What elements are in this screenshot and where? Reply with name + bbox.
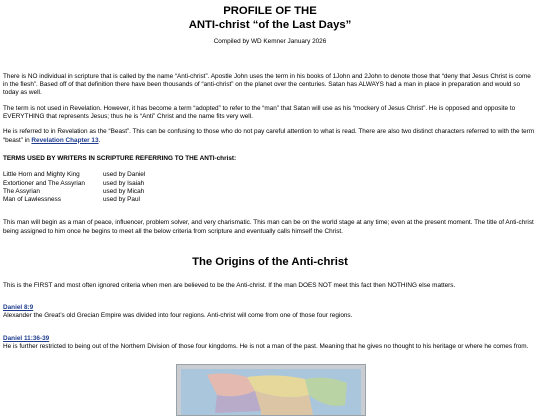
- daniel-8-9-block: [3, 304, 537, 321]
- page-title: [3, 4, 537, 32]
- origins-title: The Origins of the Anti-christ: [192, 256, 348, 269]
- daniel-8-9-link[interactable]: Daniel 8:9: [3, 304, 34, 312]
- intro-paragraph-3: [3, 128, 537, 145]
- terms-row: [3, 196, 145, 204]
- intro-paragraph-3-text: He is referred to in Revelation as the “Beast”. This can be confusing to those who do not pay careful attention to what is read. There are also two distinct characters referred to with the term “beast” in: [3, 128, 535, 144]
- term-name: Man of Lawlessness: [3, 196, 61, 204]
- terms-row: [3, 188, 145, 196]
- daniel-11-text: He is further restricted to being out of the Northern Division of those four kingdoms. He is not a man of the past. Meaning that he gives no thought to his heritage or where he comes from.: [3, 343, 529, 351]
- terms-row: [3, 180, 145, 188]
- terms-row: [3, 171, 145, 179]
- title-line-2: ANTI-christ “of the Last Days”: [188, 19, 352, 32]
- term-name: Little Horn and Mighty King: [3, 171, 80, 179]
- daniel-11-block: [3, 335, 537, 352]
- term-used-by: used by Micah: [103, 187, 145, 195]
- daniel-11-36-39-link[interactable]: Daniel 11:36-39: [3, 334, 50, 342]
- intro-paragraph-1: There is NO individual in scripture that is called by the name “Anti-christ”. Apostle John uses the term in his books of 1John and 2John to denote those that “deny that Jesus Christ is come in the flesh”. Based off of that definition there have been thousands of “anti-christ” on the planet over the centuries. Satan has ALWAYS had a man in place in preparation and would so today as well.: [3, 72, 531, 97]
- map-illustration: [177, 365, 365, 415]
- terms-table: [3, 171, 145, 204]
- grecian-empire-map-image: [176, 364, 366, 416]
- term-used-by: used by Daniel: [103, 171, 146, 179]
- terms-heading: TERMS USED BY WRITERS IN SCRIPTURE REFERRING TO THE ANTI-christ:: [3, 154, 237, 162]
- intro-paragraph-2: The term is not used in Revelation. However, it has become a term “adopted” to refer to the “man” that Satan will use as his “mockery of Jesus Christ”. He is opposed and opposite to EVERYTHING that represents Jesus; thus he is “Anti” Christ and the name fits very well.: [3, 104, 516, 120]
- revelation-13-link[interactable]: Revelation Chapter 13: [31, 136, 99, 144]
- intro-paragraph-3-end: .: [98, 136, 101, 144]
- term-used-by: used by Paul: [103, 196, 140, 204]
- title-line-1: PROFILE OF THE: [223, 5, 317, 17]
- compiled-by: Compiled by WD Kemner January 2026: [213, 38, 327, 46]
- charismatic-paragraph: This man will begin as a man of peace, influencer, problem solver, and very charismatic. This man can be on the world stage at any time; even at the present moment. The title of Anti-christ being assigned to him once he begins to meet all the below criteria from scripture and eventually calls himself the Christ.: [3, 219, 534, 235]
- term-name: The Assyrian: [3, 187, 40, 195]
- daniel-8-9-text: Alexander the Great’s old Grecian Empire was divided into four regions. Anti-christ will come from one of those four regions.: [3, 312, 353, 320]
- origins-intro: This is the FIRST and most often ignored criteria when men are believed to be the Anti-christ. If the man DOES NOT meet this fact then NOTHING else matters.: [3, 281, 456, 289]
- term-name: Extortioner and The Assyrian: [3, 179, 85, 187]
- term-used-by: used by Isaiah: [103, 179, 145, 187]
